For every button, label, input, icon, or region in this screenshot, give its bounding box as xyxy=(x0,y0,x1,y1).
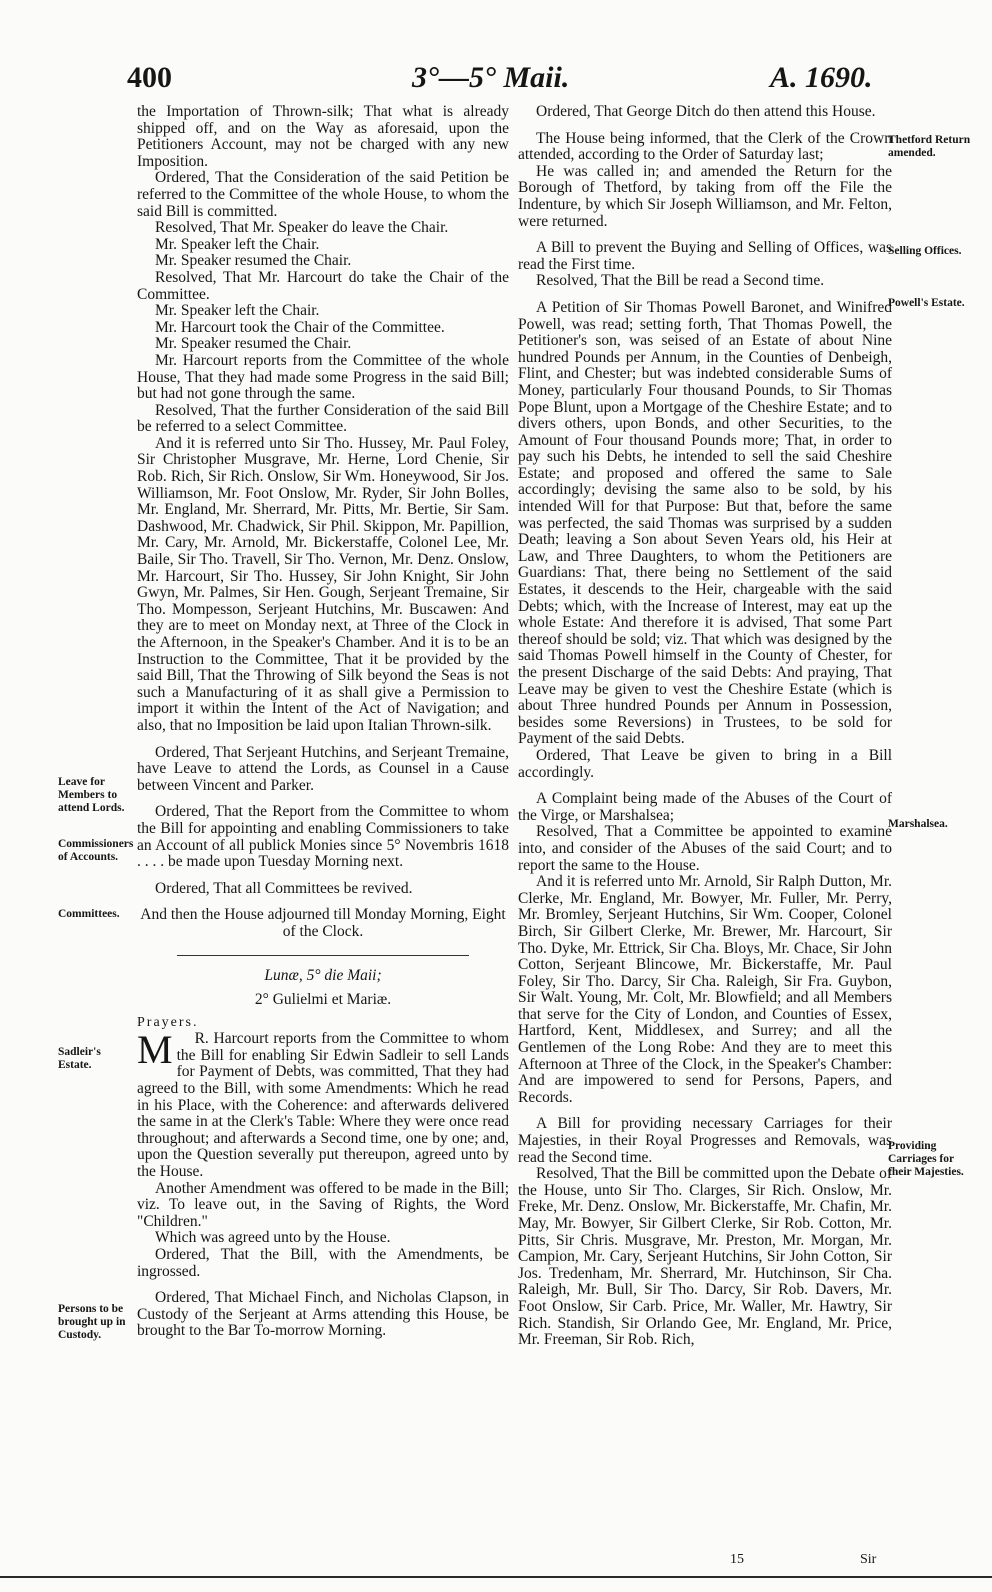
paragraph: A Bill to prevent the Buying and Selling of Offices, was read the First time. xyxy=(518,239,892,273)
page-year: A. 1690. xyxy=(770,61,873,94)
paragraph: Mr. Speaker resumed the Chair. xyxy=(155,335,352,353)
margin-note: Selling Offices. xyxy=(888,245,962,257)
paragraph: Resolved, That Mr. Harcourt do take the Chair of the Committee. xyxy=(137,268,509,303)
paragraph: Ordered, That the Report from the Committee to whom the Bill for appointing and enabling Commissioners to take an Account of all publick Monies since 5° Novembris 1618 . . . . be made upon Tuesday Morning next. xyxy=(137,803,509,871)
paragraph: Mr. Speaker left the Chair. xyxy=(155,302,320,320)
paragraph: A Complaint being made of the Abuses of the Court of the Virge, or Marshalsea; xyxy=(518,790,892,824)
paragraph: The House being informed, that the Clerk of the Crown attended, according to the Order of Saturday last; xyxy=(518,129,892,164)
paragraph: Mr. Speaker resumed the Chair. xyxy=(155,252,352,270)
margin-note: Commissioners of Accounts. xyxy=(58,838,134,863)
page-number: 400 xyxy=(127,61,172,94)
paragraph: And it is referred unto Mr. Arnold, Sir Ralph Dutton, Mr. Clerke, Mr. England, Mr. Bowyer, Mr. Fuller, Mr. Perry, Mr. Bromley, Serjeant Hutchins, Sir Wm. Cooper, Colonel Birch, Sir Gilbert Clerke, Mr. Brewer, Mr. Harcourt, Sir Tho. Dyke, Mr. Ettrick, Sir Cha. Bloys, Mr. Chace, Sir John Cotton, Serjeant Blincowe, Mr. Bickerstaffe, Mr. Paul Foley, Sir Tho. Darcy, Sir Cha. Raleigh, Sir Fra. Guybon, Sir Walt. Young, Mr. Colt, Mr. Blowfield; and all Members that serve for the City of London, and Counties of Essex, Hartford, Kent, Middlesex, and Surrey; and all the Gentlemen of the Long Robe: And they are to meet this Afternoon at Three of the Clock, in the Speaker's Chamber: And are impowered to send for Persons, Papers, and Records. xyxy=(518,873,892,1106)
margin-note: Leave for Members to attend Lords. xyxy=(58,776,125,814)
paragraph: Ordered, That Leave be given to bring in a Bill accordingly. xyxy=(518,746,892,781)
margin-note: Committees. xyxy=(58,908,120,920)
catchword: Sir xyxy=(860,1552,877,1567)
margin-note: Thetford Return amended. xyxy=(888,134,971,159)
paragraph: Another Amendment was offered to be made in the Bill; viz. To leave out, in the Saving of Rights, the Word "Children." xyxy=(137,1179,509,1230)
paragraph: Resolved, That a Committee be appointed to examine into, and consider of the Abuses of the said Court; and to report the same to the House. xyxy=(518,823,892,874)
drop-cap: M xyxy=(137,1027,173,1073)
paragraph: A Bill for providing necessary Carriages for their Majesties, in their Royal Progresses and Removals, was read the Second time. xyxy=(518,1115,892,1166)
paragraph: Ordered, That George Ditch do then attend this House. xyxy=(536,103,876,120)
paragraph: Resolved, That the further Consideration of the said Bill be referred to a select Committee. xyxy=(137,401,509,436)
paragraph: Ordered, That Michael Finch, and Nicholas Clapson, in Custody of the Serjeant at Arms attending this House, be brought to the Bar To-morrow Morning. xyxy=(137,1289,509,1340)
left-column xyxy=(137,104,509,1340)
paragraph: Resolved, That Mr. Speaker do leave the Chair. xyxy=(155,219,449,237)
right-column xyxy=(518,104,892,1349)
paragraph: And it is referred unto Sir Tho. Hussey, Mr. Paul Foley, Sir Christopher Musgrave, Mr. Herne, Lord Chenie, Sir Rob. Rich, Sir Rich. Onslow, Sir Wm. Honeywood, Sir Jos. Williamson, Mr. Foot Onslow, Mr. Ryder, Sir John Bolles, Mr. England, Mr. Sherrard, Mr. Pitts, Mr. Bertie, Sir Sam. Dashwood, Mr. Chadwick, Sir Phil. Skippon, Mr. Papillion, Mr. Cary, Mr. Arnold, Mr. Bickerstaffe, Colonel Lee, Mr. Baile, Sir Tho. Travell, Sir Tho. Vernon, Mr. Denz. Onslow, Mr. Harcourt, Sir Tho. Hussey, Sir John Knight, Sir John Gwyn, Mr. Palmes, Sir Hen. Gough, Serjeant Tremaine, Sir Tho. Mompesson, Serjeant Hutchins, Mr. Buscawen: And they are to meet on Monday next, at Three of the Clock in the Afternoon, in the Speaker's Chamber. And it is to be an Instruction to the Committee, That it be provided by the said Bill, That the Throwing of Silk beyond the Seas is not such a Manufacturing of it as shall give a Permission to import it within the Intent of the Act of Navigation; and also, that no Imposition be laid upon Italian Thrown-silk. xyxy=(137,434,509,734)
paragraph: Ordered, That all Committees be revived. xyxy=(155,879,413,897)
paragraph: Mr. Harcourt took the Chair of the Committee. xyxy=(155,318,445,336)
margin-note: Persons to be brought up in Custody. xyxy=(58,1303,126,1341)
paragraph: He was called in; and amended the Return for the Borough of Thetford, by taking from off the File the Indenture, by which Sir Joseph Williamson, and Mr. Felton, were returned. xyxy=(518,162,892,230)
margin-note: Marshalsea. xyxy=(888,818,948,830)
margin-note: Powell's Estate. xyxy=(888,297,965,309)
paragraph: Resolved, That the Bill be committed upon the Debate of the House, unto Sir Tho. Clarges, Sir Rich. Onslow, Mr. Freke, Mr. Denz. Onslow, Mr. Bickerstaffe, Mr. Chafin, Mr. May, Mr. Bowyer, Sir Gilbert Clerke, Sir Rob. Cotton, Mr. Pitts, Sir Chris. Musgrave, Mr. Preston, Mr. Morgan, Mr. Campion, Mr. Cary, Serjeant Hutchins, Sir John Cotton, Sir Jos. Tredenham, Mr. Sherrard, Mr. Hutchinson, Sir Cha. Raleigh, Mr. Bull, Sir Tho. Darcy, Sir Rob. Davers, Mr. Foot Onslow, Sir Carb. Price, Mr. Waller, Mr. Hawtry, Sir Rich. Standish, Sir Orlando Gee, Mr. England, Mr. Price, Mr. Freeman, Sir Rob. Rich, xyxy=(518,1165,892,1349)
paragraph: Resolved, That the Bill be read a Second time. xyxy=(536,272,825,290)
paragraph: A Petition of Sir Thomas Powell Baronet, and Winifred Powell, was read; setting forth, That Thomas Powell, the Petitioner's son, was seised of an Estate of about Nine hundred Pounds per Annum, in the Counties of Denbeigh, Flint, and Chester; but was indebted considerable Sums of Money, particularly Four thousand Pounds, to Sir Thomas Pope Blunt, upon a Mortgage of the Cheshire Estate; and to divers others, upon Bonds, and other Securities, to the Amount of Four thousand Pounds more; That, in order to pay such his Debts, he intended to sell the said Cheshire Estate; and proposed and offered the same to Sale accordingly; devising the same also to be sold, by his intended Will for that Purpose: But that, before the same was perfected, the said Thomas was surprised by a sudden Death; leaving a Son about Seven Years old, his Heir at Law, and Three Daughters, to whom the Petitioners are Guardians: That, there being no Settlement of the said Estates, it descends to the Heir, chargeable with the said Debts; which, with the Increase of Interest, may eat up the whole Estate: And therefore it is advised, That some Part thereof should be sold; viz. That which was designed by the said Thomas Powell himself in the County of Chester, for the present Discharge of the said Debts: And praying, That Leave may be given to vest the Cheshire Estate (which is about Three hundred Pounds per Annum in Possession, besides some Reversions) in Trustees, to be sold for Payment of the said Debts. xyxy=(518,298,892,748)
paragraph: R. Harcourt reports from the Committee to whom the Bill for enabling Sir Edwin Sadleir to sell Lands for Payment of Debts, was committed, That they had agreed to the Bill, with some Amendments: Which he read in his Place, with the Coherence: and afterwards delivered the same in at the Clerk's Table: Where they were once read throughout; and afterwards a Second time, one by one; and, upon the Question severally put thereupon, agreed unto by the House. xyxy=(137,1030,509,1181)
paragraph: Ordered, That the Bill, with the Amendments, be ingrossed. xyxy=(137,1246,509,1280)
signature-mark: 15 xyxy=(730,1552,744,1567)
margin-note: Sadleir's Estate. xyxy=(58,1046,101,1071)
page-dates: 3°—5° Maii. xyxy=(412,61,570,94)
adjournment: And then the House adjourned till Monday Morning, Eight of the Clock. xyxy=(140,906,506,940)
paragraph: Mr. Speaker left the Chair. xyxy=(155,235,320,253)
paragraph: Ordered, That Serjeant Hutchins, and Serjeant Tremaine, have Leave to attend the Lords, as Counsel in a Cause between Vincent and Parker. xyxy=(137,743,509,794)
page-bottom-rule xyxy=(0,1576,992,1578)
prayers-heading: Prayers. xyxy=(137,1014,199,1030)
regnal-year: 2° Gulielmi et Mariæ. xyxy=(254,991,392,1009)
paragraph: Mr. Harcourt reports from the Committee of the whole House, That they had made some Progress in the said Bill; but had not gone through the same. xyxy=(137,351,509,403)
paragraph: the Importation of Thrown-silk; That what is already shipped off, and on the Way as aforesaid, upon the Petitioners Account, may not be charged with any new Imposition. xyxy=(137,103,509,170)
paragraph: Which was agreed unto by the House. xyxy=(155,1229,391,1247)
paragraph: Ordered, That the Consideration of the said Petition be referred to the Committee of the whole House, to whom the said Bill is committed. xyxy=(137,169,509,220)
section-rule xyxy=(177,955,469,956)
margin-note: Providing Carriages for their Majesties. xyxy=(888,1140,964,1178)
day-heading: Lunæ, 5° die Maii; xyxy=(264,966,382,984)
